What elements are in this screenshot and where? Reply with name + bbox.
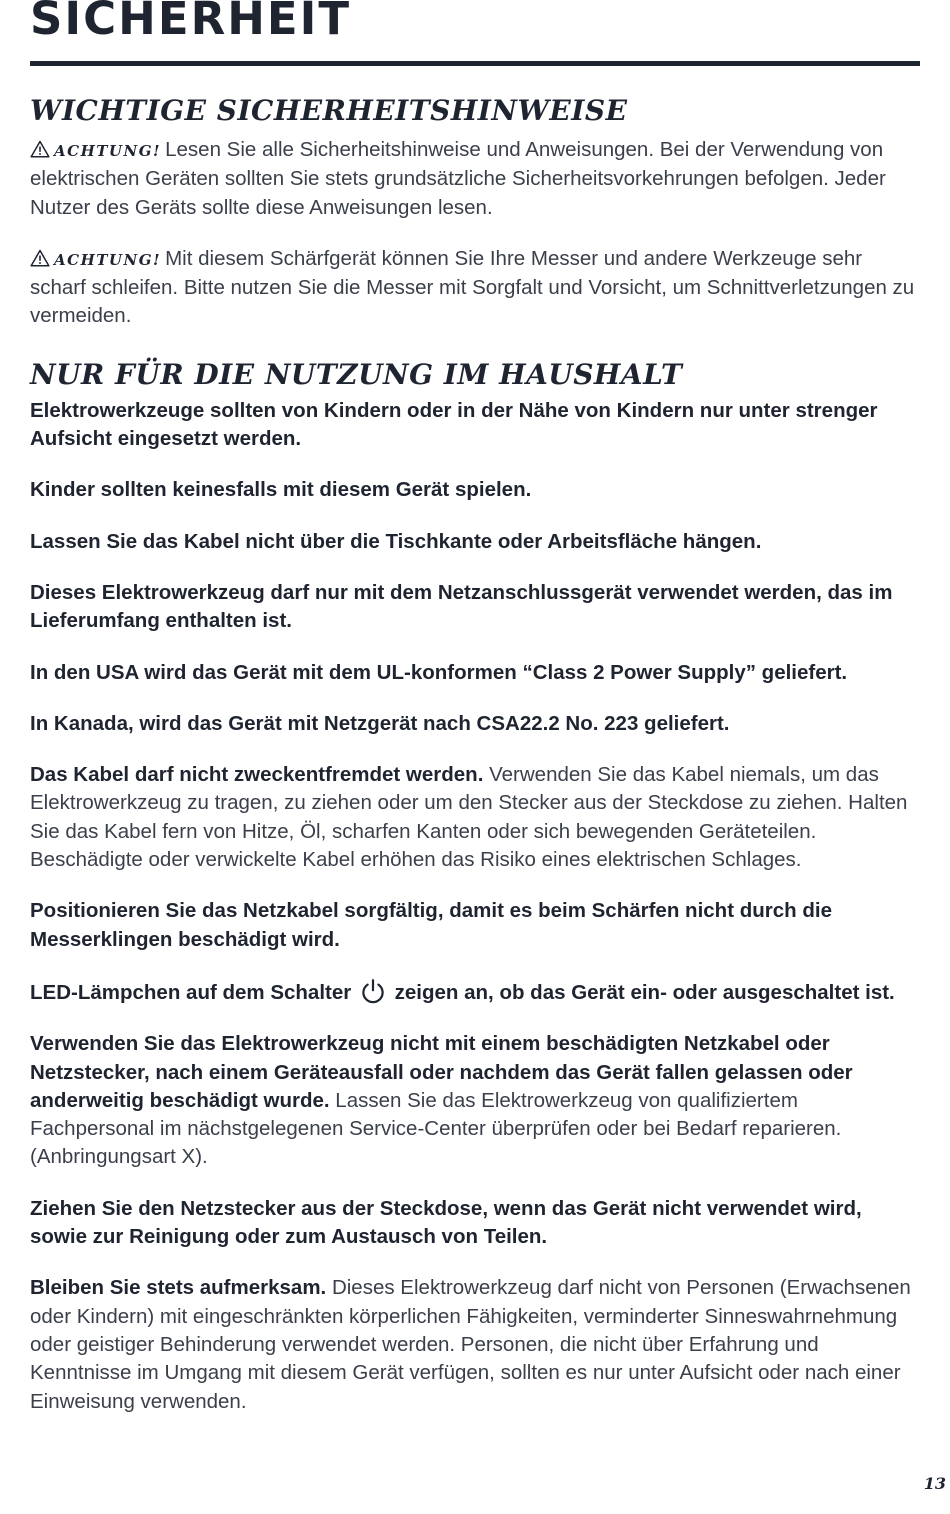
safety-paragraph-usa-supply: In den USA wird das Gerät mit dem UL-konformen “Class 2 Power Supply” geliefert. [30,660,848,684]
paragraph-lead: Verwenden Sie das Elektrowerkzeug nicht mit einem beschädigten Netzkabel oder Netzstecker, nach einem Geräteausfall oder nachdem das Gerät fallen gelassen oder anderweitig beschädigt wurde. [30,1032,853,1112]
safety-paragraph-cable-hanging: Lassen Sie das Kabel nicht über die Tischkante oder Arbeitsfläche hängen. [30,529,762,553]
paragraph-body: Dieses Elektrowerkzeug darf nicht von Personen (Erwachsenen oder Kindern) mit eingeschränkten körperlichen Fähigkeiten, verminderter Sinneswahrnehmung oder geistiger Behinderung verwendet werden. Personen, die nicht über Erfahrung und Kenntnisse im Umgang mit diesem Gerät verfügen, sollten es nur unter Aufsicht oder nach einer Einweisung verwenden. [30,1276,911,1413]
content-area [30,92,920,1439]
safety-paragraph-stay-alert [30,1274,920,1415]
paragraph-lead: Bleiben Sie stets aufmerksam. [30,1276,327,1300]
paragraph-lead: Das Kabel darf nicht zweckentfremdet werden. [30,763,484,787]
paragraph-body: Lassen Sie das Elektrowerkzeug von qualifiziertem Fachpersonal im nächstgelegenen Service-Center überprüfen oder bei Bedarf reparieren. (Anbringungsart X). [30,1088,842,1169]
warning-text: Mit diesem Schärfgerät können Sie Ihre Messer und andere Werkzeuge sehr scharf schleifen. Bitte nutzen Sie die Messer mit Sorgfalt und Vorsicht, um Schnittverletzungen zu vermeiden. [30,246,915,328]
safety-paragraph-led-indicator [30,977,920,1007]
paragraph-text-after: zeigen an, ob das Gerät ein- oder ausgeschaltet ist. [394,980,895,1004]
warning-paragraph-1 [30,136,920,222]
safety-paragraph-damaged-cable [30,1030,920,1171]
section-heading-household-use: NUR FÜR DIE NUTZUNG IM HAUSHALT [30,357,683,391]
section-heading-safety-notes: WICHTIGE SICHERHEITSHINWEISE [30,94,628,127]
power-icon [359,977,387,1005]
safety-paragraph-canada-supply: In Kanada, wird das Gerät mit Netzgerät nach CSA22.2 No. 223 geliefert. [30,711,730,735]
warning-triangle-icon [30,140,50,158]
title-divider [30,61,920,66]
safety-paragraph-cable-position: Positionieren Sie das Netzkabel sorgfältig, damit es beim Schärfen nicht durch die Messerklingen beschädigt wird. [30,899,832,951]
safety-paragraph-children-play: Kinder sollten keinesfalls mit diesem Gerät spielen. [30,478,532,502]
safety-paragraph-children-supervision: Elektrowerkzeuge sollten von Kindern oder in der Nähe von Kindern nur unter strenger Aufsicht eingesetzt werden. [30,398,878,451]
safety-paragraph-unplug: Ziehen Sie den Netzstecker aus der Steckdose, wenn das Gerät nicht verwendet wird, sowie zur Reinigung oder zum Austausch von Teilen. [30,1196,862,1249]
safety-paragraph-cable-misuse [30,761,920,874]
warning-triangle-icon [30,249,50,267]
safety-paragraph-power-adapter: Dieses Elektrowerkzeug darf nur mit dem Netzanschlussgerät verwendet werden, das im Lieferumfang enthalten ist. [30,580,893,633]
page-title: SICHERHEIT [30,0,352,45]
warning-label: ACHTUNG! [54,142,162,160]
warning-text: Lesen Sie alle Sicherheitshinweise und Anweisungen. Bei der Verwendung von elektrischen Geräten sollten Sie stets grundsätzliche Sicherheitsvorkehrungen befolgen. Jeder Nutzer des Geräts sollte diese Anweisungen lesen. [30,138,886,219]
paragraph-body: Verwenden Sie das Kabel niemals, um das Elektrowerkzeug zu tragen, zu ziehen oder um den Stecker aus der Steckdose zu ziehen. Halten Sie das Kabel fern von Hitze, Öl, scharfen Kanten oder sich bewegenden Geräteteilen. Beschädigte oder verwickelte Kabel erhöhen das Risiko eines elektrischen Schlages. [30,763,908,872]
page-number: 13 [923,1474,946,1493]
warning-label: ACHTUNG! [54,250,162,269]
warning-paragraph-2 [30,245,920,331]
paragraph-text-before: LED-Lämpchen auf dem Schalter [30,980,352,1004]
